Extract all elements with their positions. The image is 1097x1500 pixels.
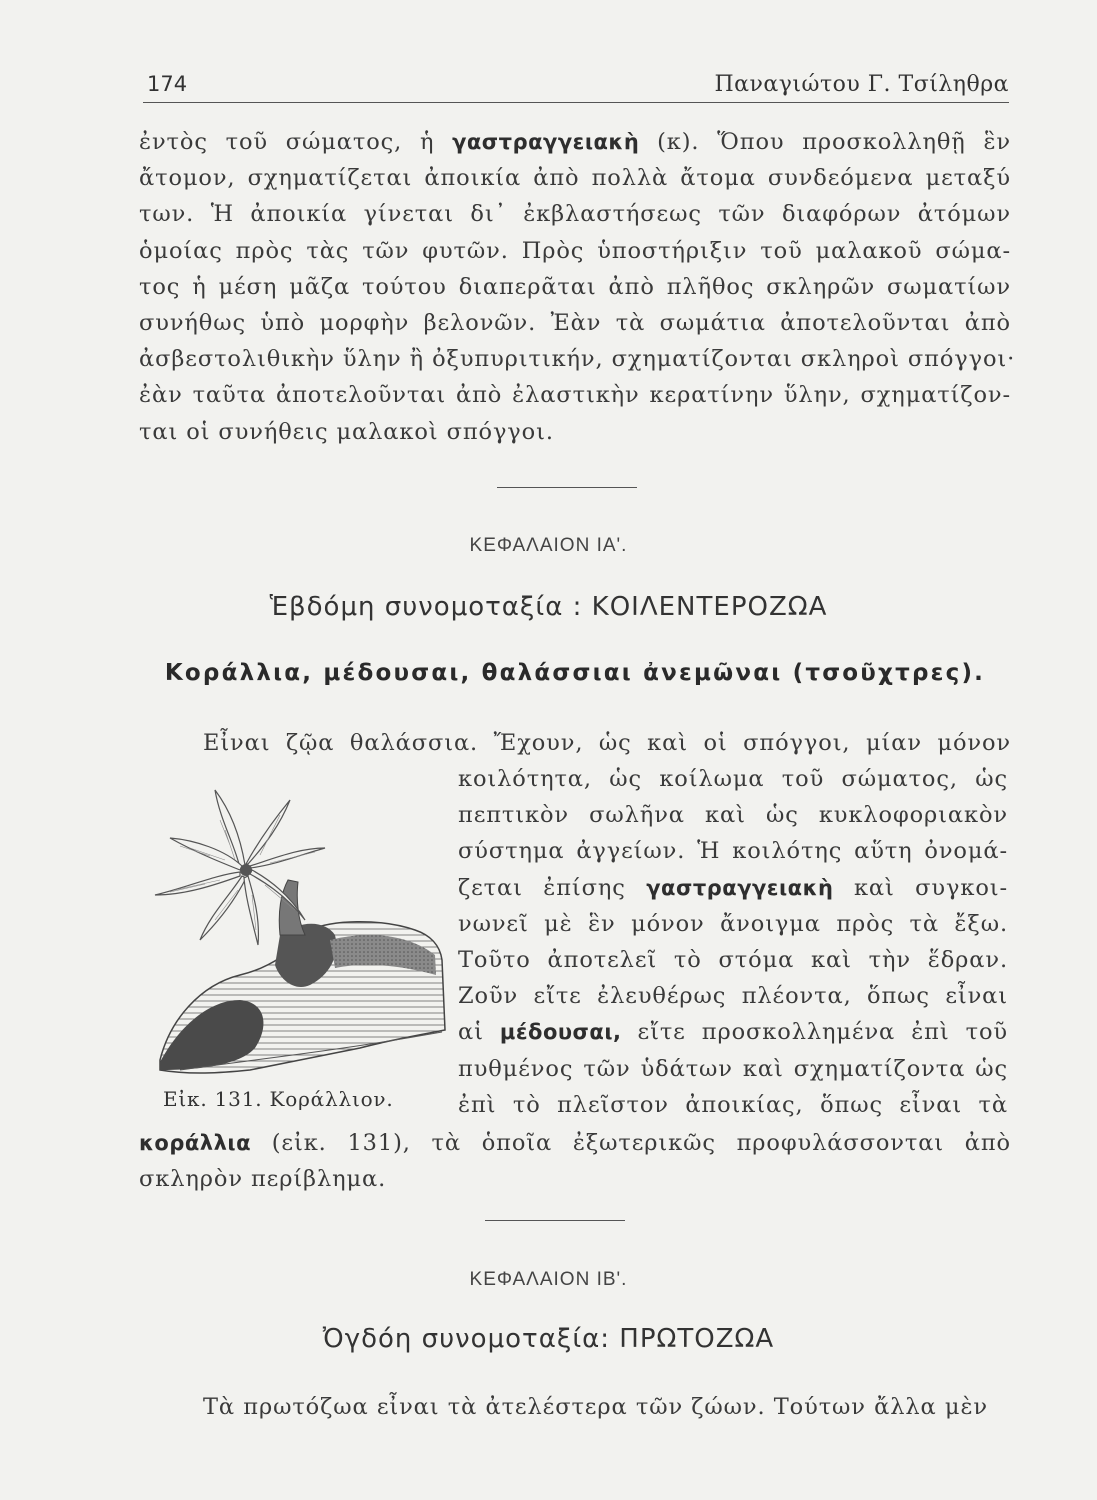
text-line: σύστημα ἀγγείων. Ἡ κοιλότης αὕτη ὀνομά- (458, 838, 1008, 865)
running-head: Παναγιώτου Γ. Τσίληθρα (714, 72, 1009, 97)
text-line: τος ἡ μέση μᾶζα τούτου διαπερᾶται ἀπὸ πλῆθος σκληρῶν σωματίων (139, 273, 1011, 300)
paragraph-end: κοράλλια (εἰκ. 131), τὰ ὁποῖα ἐξωτερικῶς προφυλάσσονται ἀπὸ σκληρὸν περίβλημα. (139, 1125, 1011, 1197)
text-line: πεπτικὸν σωλῆνα καὶ ὡς κυκλοφοριακὸν (458, 802, 1008, 829)
page-number: 174 (147, 72, 188, 96)
coral-figure (130, 770, 460, 1090)
text-line: ται οἱ συνήθεις μαλακοὶ σπόγγοι. (139, 418, 554, 445)
text-line: ἐὰν ταῦτα ἀποτελοῦνται ἀπὸ ἐλαστικὴν κερατίνην ὕλην, σχηματίζον- (139, 382, 1011, 409)
page-header (143, 68, 1009, 103)
phylum-heading-2: Ὀγδόη συνομοταξία: ΠΡΩΤΟΖΩΑ (322, 1324, 775, 1354)
text-line: ἐπὶ τὸ πλεῖστον ἀποικίας, ὅπως εἶναι τὰ (458, 1091, 1008, 1118)
text-line: ὁμοίας πρὸς τὰς τῶν φυτῶν. Πρὸς ὑποστήριξιν τοῦ μαλακοῦ σώμα- (139, 237, 1011, 264)
text-line: συνήθως ὑπὸ μορφὴν βελονῶν. Ἐὰν τὰ σωμάτια ἀποτελοῦνται ἀπὸ (139, 310, 1011, 337)
text-line: ζεται ἐπίσης γαστραγγειακὴ καὶ συγκοι- (458, 874, 1008, 901)
section-divider (497, 487, 637, 488)
text-line: πυθμένος τῶν ὑδάτων καὶ σχηματίζοντα ὡς (458, 1055, 1008, 1082)
text-line: ἄτομον, σχηματίζεται ἀποικία ἀπὸ πολλὰ ἄτομα συνδεόμενα μεταξύ (139, 165, 1011, 192)
text-line: των. Ἡ ἀποικία γίνεται δι᾽ ἐκβλαστήσεως τῶν διαφόρων ἀτόμων (139, 201, 1011, 228)
text-line: νωνεῖ μὲ ἓν μόνον ἄνοιγμα πρὸς τὰ ἔξω. (458, 910, 1008, 937)
text-line: αἱ μέδουσαι, εἴτε προσκολλημένα ἐπὶ τοῦ (458, 1019, 1009, 1046)
chapter-label-2: ΚΕΦΑΛΑΙΟΝ ΙΒ'. (469, 1269, 628, 1290)
paragraph-first-line: Εἶναι ζῷα θαλάσσια. Ἔχουν, ὡς καὶ οἱ σπόγγοι, μίαν μόνον (203, 730, 1011, 756)
section-subtitle: Κοράλλια, μέδουσαι, θαλάσσιαι ἀνεμῶναι (τσοῦχτρες). (164, 660, 986, 686)
figure-caption: Εἰκ. 131. Κοράλλιον. (163, 1087, 394, 1111)
coral-line: κοράλλια (εἰκ. 131), τὰ ὁποῖα ἐξωτερικῶς προφυλάσσονται ἀπὸ (139, 1130, 1011, 1156)
text-line: κοιλότητα, ὡς κοίλωμα τοῦ σώματος, ὡς (458, 766, 1008, 792)
text-line: Ζοῦν εἴτε ἐλευθέρως πλέοντα, ὅπως εἶναι (458, 983, 1008, 1010)
chapter-label: ΚΕΦΑΛΑΙΟΝ ΙΑ'. (469, 535, 628, 556)
phylum-heading: Ἑβδόμη συνομοταξία : ΚΟΙΛΕΝΤΕΡΟΖΩΑ (269, 592, 828, 622)
paragraph-sponges (139, 124, 1016, 450)
wrapped-text-block (458, 761, 1008, 1123)
section-divider-2 (485, 1220, 625, 1221)
paragraph-protozoa: Τὰ πρωτόζωα εἶναι τὰ ἀτελέστερα τῶν ζώων. Τούτων ἄλλα μὲν (203, 1394, 988, 1420)
coral-illustration (130, 770, 460, 1090)
text-line: ἐντὸς τοῦ σώματος, ἡ γαστραγγειακὴ (κ). Ὅπου προσκολληθῇ ἓν (139, 129, 1011, 155)
text-line: ἀσβεστολιθικὴν ὕλην ἢ ὀξυπυριτικήν, σχηματίζονται σκληροὶ σπόγγοι· (139, 346, 1016, 373)
text-line: Τοῦτο ἀποτελεῖ τὸ στόμα καὶ τὴν ἕδραν. (458, 947, 1008, 974)
